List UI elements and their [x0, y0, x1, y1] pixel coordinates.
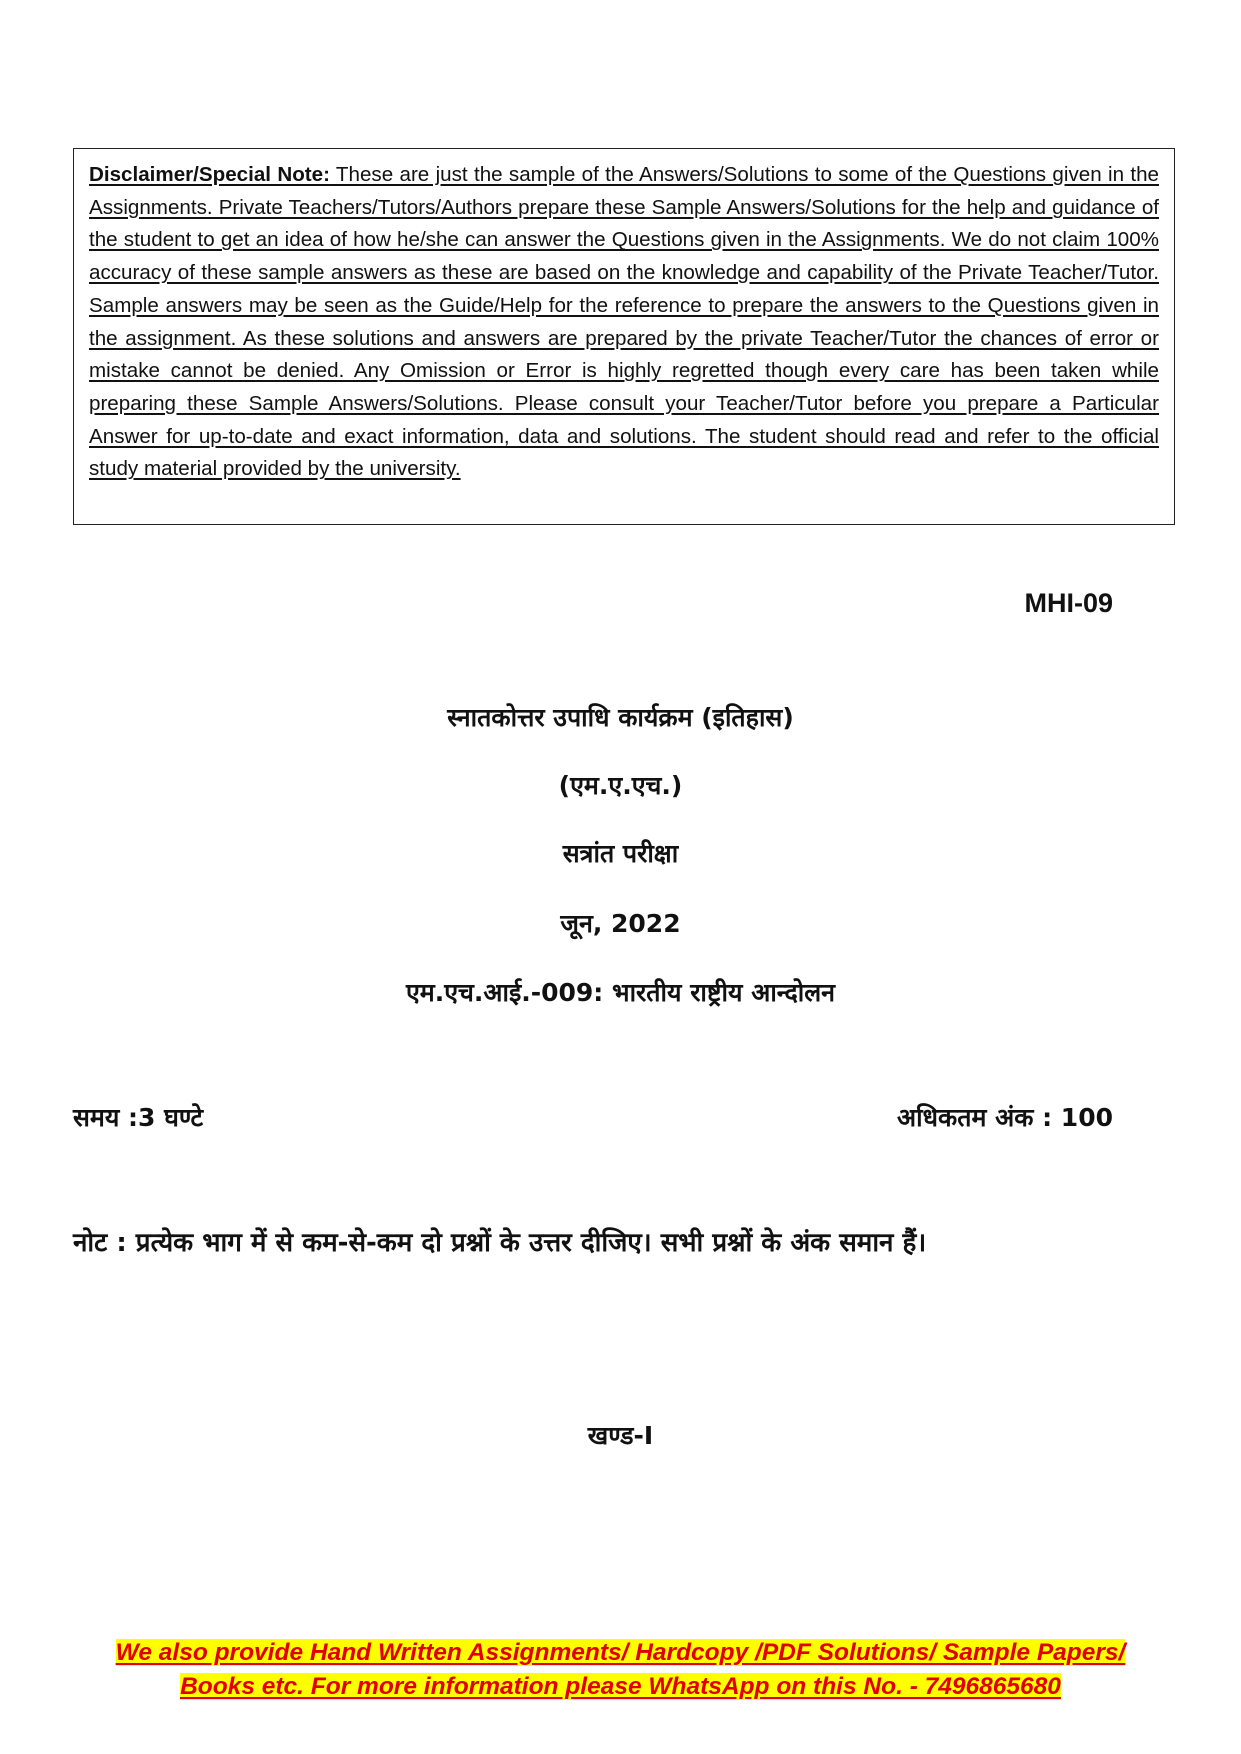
- footer-line-1: We also provide Hand Written Assignments/ Hardcopy /PDF Solutions/ Sample Papers/: [115, 1639, 1126, 1666]
- max-marks: अधिकतम अंक : 100: [897, 1103, 1113, 1132]
- exam-meta-row: [73, 1100, 1113, 1134]
- exam-name: सत्रांत परीक्षा: [562, 839, 679, 868]
- section-heading: खण्ड-I: [587, 1421, 654, 1450]
- course-title: एम.एच.आई.-009: भारतीय राष्ट्रीय आन्दोलन: [405, 978, 836, 1007]
- footer-line-2: Books etc. For more information please WhatsApp on this No. - 7496865680: [180, 1673, 1061, 1700]
- program-abbreviation: (एम.ए.एच.): [558, 771, 683, 800]
- disclaimer-box: [73, 148, 1175, 525]
- footer-advert: [0, 1636, 1241, 1704]
- disclaimer-label: Disclaimer/Special Note:: [89, 163, 330, 186]
- program-title: स्नातकोत्तर उपाधि कार्यक्रम (इतिहास): [447, 703, 794, 732]
- course-code: MHI-09: [1024, 588, 1113, 618]
- exam-time: समय :3 घण्टे: [73, 1103, 204, 1132]
- exam-date: जून, 2022: [560, 909, 681, 938]
- disclaimer-body: These are just the sample of the Answers/Solutions to some of the Questions given in the Assignments. Private Teachers/Tutors/Authors prepare these Sample Answers/Solutions for the help and guidance of the student to get an idea of how he/she can answer the Questions given in the Assignments. We do not claim 100% accuracy of these sample answers as these are based on the knowledge and capability of the Private Teacher/Tutor. Sample answers may be seen as the Guide/Help for the reference to prepare the answers to the Questions given in the assignment. As these solutions and answers are prepared by the private Teacher/Tutor the chances of error or mistake cannot be denied. Any Omission or Error is highly regretted though every care has been taken while preparing these Sample Answers/Solutions. Please consult your Teacher/Tutor before you prepare a Particular Answer for up-to-date and exact information, data and solutions. The student should read and refer to the official study material provided by the university.: [89, 163, 1159, 481]
- disclaimer-paragraph: [89, 159, 1159, 486]
- exam-note: नोट : प्रत्येक भाग में से कम-से-कम दो प्रश्नों के उत्तर दीजिए। सभी प्रश्नों के अंक समान हैं।: [73, 1228, 927, 1258]
